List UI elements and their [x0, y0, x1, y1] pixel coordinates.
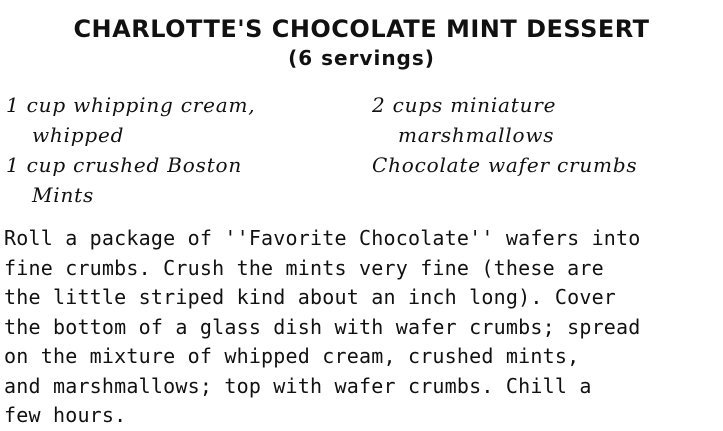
ingredients-right-column: [372, 90, 638, 180]
directions-line: few hours.: [4, 403, 127, 427]
directions-line: fine crumbs. Crush the mints very fine (these are: [4, 255, 604, 280]
ingredient-line: 1 cup whipping cream,: [6, 93, 256, 117]
ingredient-item: [372, 150, 638, 180]
directions-line: the bottom of a glass dish with wafer crumbs; spread: [4, 314, 641, 339]
directions-line: and marshmallows; top with wafer crumbs. Chill a: [4, 373, 592, 398]
servings-label: (6 servings): [288, 46, 435, 70]
ingredients-left-column: [6, 90, 255, 210]
ingredient-item: [6, 90, 255, 150]
ingredient-item: [372, 90, 638, 150]
directions-paragraph: [4, 224, 720, 431]
ingredient-line: 1 cup crushed Boston: [6, 153, 243, 177]
directions-line: on the mixture of whipped cream, crushed mints,: [4, 344, 580, 368]
ingredient-line-continued: marshmallows: [398, 123, 555, 147]
ingredient-line: 2 cups miniature: [372, 93, 557, 117]
ingredient-item: [6, 150, 255, 210]
ingredient-line-continued: Mints: [32, 183, 95, 207]
directions-line: Roll a package of ''Favorite Chocolate'' wafers into: [4, 226, 641, 250]
recipe-title: CHARLOTTE'S CHOCOLATE MINT DESSERT: [73, 15, 650, 43]
directions-line: the little striped kind about an inch long). Cover: [4, 285, 617, 309]
ingredient-line-continued: whipped: [32, 123, 125, 147]
ingredient-line: Chocolate wafer crumbs: [372, 153, 638, 177]
